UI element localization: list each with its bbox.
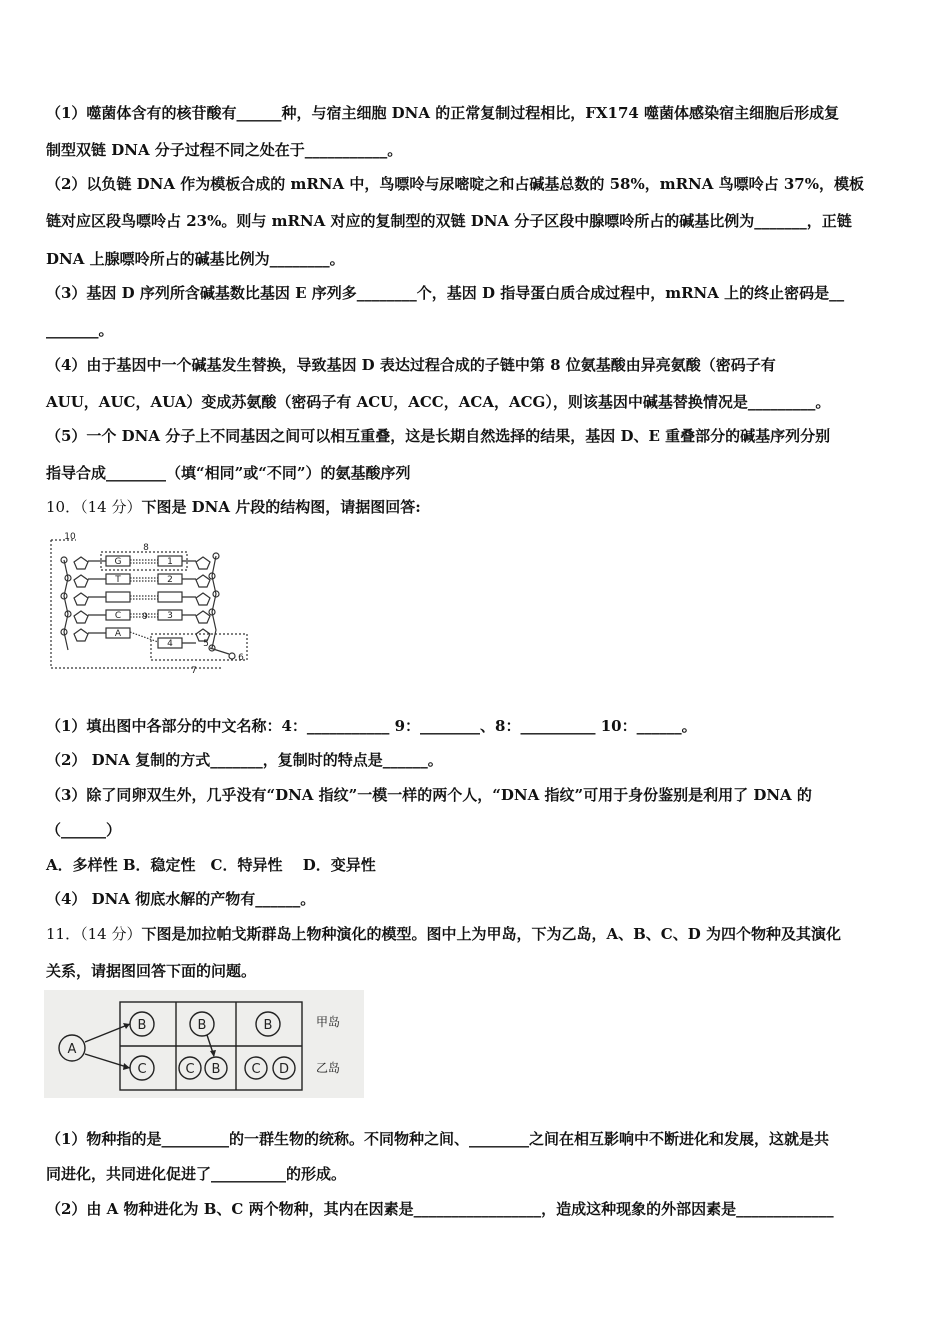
fig-label-8: 8 (143, 543, 149, 553)
fig-label-5: 5 (203, 639, 209, 649)
species-a: A (67, 1042, 77, 1057)
fig-label-c: C (114, 611, 122, 621)
species-c-2: C (185, 1062, 195, 1077)
q9-line-4: 链对应区段鸟嘌呤占 23%。则与 mRNA 对应的复制型的双链 DNA 分子区段中腺嘌呤所占的碱基比例为_______，正链 (46, 212, 852, 230)
q9-line-8: （4）由于基因中一个碱基发生替换，导致基因 D 表达过程合成的子链中第 8 位氨基酸由异亮氨酸（密码子有 (46, 356, 776, 374)
q9-line-10: （5）一个 DNA 分子上不同基因之间可以相互重叠，这是长期自然选择的结果，基因 D、E 重叠部分的碱基序列分别 (46, 427, 831, 445)
q10-sub-2: （2） DNA 复制的方式_______，复制时的特点是______。 (46, 751, 443, 769)
q9-line-9: AUU，AUC，AUA）变成苏氨酸（密码子有 ACU，ACC，ACA，ACG），则该基因中碱基替换情况是_________。 (46, 393, 831, 411)
q10-options: A．多样性 B．稳定性 C．特异性 D．变异性 (46, 856, 376, 874)
fig-label-t: T (115, 575, 121, 585)
fig-label-10: 10 (64, 532, 76, 542)
fig-label-6: 6 (238, 653, 244, 663)
q9-line-5: DNA 上腺嘌呤所占的碱基比例为________。 (46, 250, 345, 268)
q11-sub-1b: 同进化，共同进化促进了__________的形成。 (46, 1165, 347, 1183)
q9-line-2: 制型双链 DNA 分子过程不同之处在于___________。 (46, 141, 403, 159)
q9-line-7: _______。 (46, 321, 114, 339)
island-jia-label: 甲岛 (315, 1015, 341, 1029)
q11-stem-1: 下图是加拉帕戈斯群岛上物种演化的模型。图中上为甲岛，下为乙岛，A、B、C、D 为四个物种及其演化 (141, 925, 841, 943)
species-c-1: C (137, 1062, 147, 1077)
q11-heading (46, 924, 908, 944)
q9-line-6: （3）基因 D 序列所含碱基数比基因 E 序列多________个，基因 D 指导蛋白质合成过程中，mRNA 上的终止密码是__ (46, 284, 845, 302)
fig-label-2: 2 (167, 575, 173, 585)
fig-label-g: G (114, 557, 122, 567)
fig-label-1: 1 (167, 557, 173, 567)
q9-line-3: （2）以负链 DNA 作为模板合成的 mRNA 中，鸟嘌呤与尿嘧啶之和占碱基总数的 58%，mRNA 鸟嘌呤占 37%，模板 (46, 175, 864, 193)
q10-number: 10．（14 分） (46, 498, 142, 516)
fig-label-a: A (114, 629, 122, 639)
fig-label-3: 3 (167, 611, 173, 621)
species-b-1: B (137, 1018, 147, 1033)
q11-sub-1a: （1）物种指的是_________的一群生物的统称。不同物种之间、________之间在相互影响中不断进化和发展，这就是共 (46, 1130, 829, 1148)
q9-line-1: （1）噬菌体含有的核苷酸有______种，与宿主细胞 DNA 的正常复制过程相比，FX174 噬菌体感染宿主细胞后形成复 (46, 104, 840, 122)
fig-label-7: 7 (191, 666, 197, 674)
species-b-4: B (211, 1062, 221, 1077)
q10-sub-4: （4） DNA 彻底水解的产物有______。 (46, 890, 316, 908)
q10-sub-3: （3）除了同卵双生外，几乎没有“DNA 指纹”一模一样的两个人，“DNA 指纹”可用于身份鉴别是利用了 DNA 的 (46, 786, 812, 804)
fig-label-4: 4 (167, 639, 173, 649)
q11-number: 11．（14 分） (46, 925, 142, 943)
q10-sub-3-blank: （______） (46, 821, 122, 839)
island-yi-label: 乙岛 (315, 1061, 341, 1075)
q11-sub-2: （2）由 A 物种进化为 B、C 两个物种，其内在因素是_________________，造成这种现象的外部因素是_____________ (46, 1200, 834, 1218)
species-b-2: B (197, 1018, 207, 1033)
species-b-3: B (263, 1018, 273, 1033)
q10-stem: 下图是 DNA 片段的结构图，请据图回答: (141, 498, 421, 516)
q10-heading (46, 497, 908, 517)
island-evolution-figure (44, 990, 364, 1098)
species-c-3: C (251, 1062, 261, 1077)
dna-structure-figure (46, 532, 256, 674)
q11-stem-2: 关系，请据图回答下面的问题。 (46, 962, 257, 980)
species-d: D (278, 1062, 290, 1077)
fig-label-9: 9 (142, 612, 148, 622)
q9-line-11: 指导合成________（填“相同”或“不同”）的氨基酸序列 (46, 464, 411, 482)
q10-sub-1: （1）填出图中各部分的中文名称：4：___________ 9：________、8：__________ 10：______。 (46, 717, 697, 735)
